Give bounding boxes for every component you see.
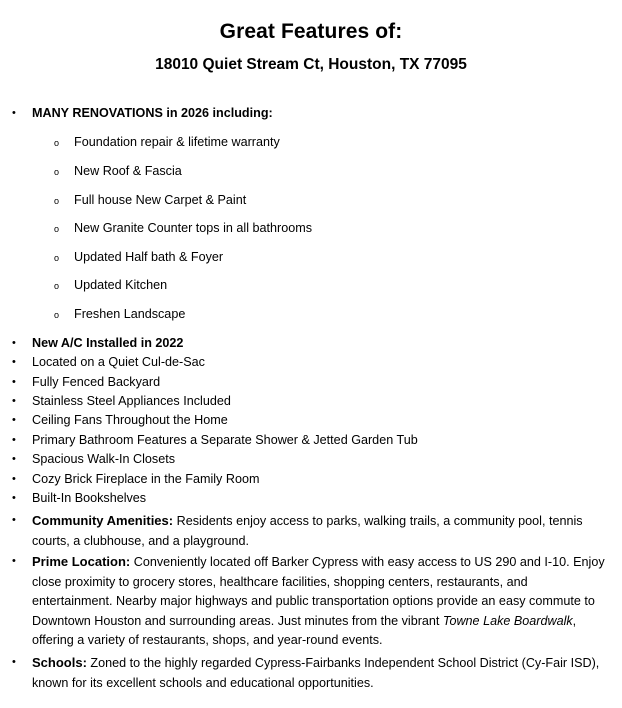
feature-text: Fully Fenced Backyard [32, 375, 161, 389]
list-item-community [12, 511, 612, 551]
renovation-item: Freshen Landscape [74, 307, 186, 321]
sub-bullet-icon: o [54, 253, 60, 263]
location-text-2: close proximity to grocery stores, healthcare facilities, shopping centers, restaurants, and [32, 574, 528, 589]
list-item-ac [12, 334, 612, 354]
list-item [12, 392, 612, 412]
bullet-icon: • [12, 356, 16, 368]
bullet-icon: • [12, 337, 16, 349]
sub-list-item [54, 133, 594, 153]
sub-list-item [54, 305, 594, 325]
list-item-schools [12, 653, 612, 693]
sub-bullet-icon: o [54, 281, 60, 291]
bullet-icon: • [12, 473, 16, 485]
list-item [12, 450, 612, 470]
sub-list-item [54, 162, 594, 182]
schools-label: Schools: [32, 655, 87, 670]
location-line-4 [32, 612, 612, 632]
renovation-item: New Roof & Fascia [74, 164, 182, 178]
list-item [12, 470, 612, 490]
bullet-icon: • [12, 555, 16, 567]
sub-list-item [54, 276, 594, 296]
community-line-1 [32, 511, 612, 532]
location-text-4: Downtown Houston and surrounding areas. Just minutes from the vibrant [32, 613, 440, 628]
feature-text: Stainless Steel Appliances Included [32, 394, 231, 408]
page-title-text: Great Features of: [219, 20, 403, 43]
renovation-item: Foundation repair & lifetime warranty [74, 135, 280, 149]
schools-line-1 [32, 653, 612, 674]
renovations-heading: MANY RENOVATIONS in 2026 including: [32, 106, 273, 120]
property-address: 18010 Quiet Stream Ct, Houston, TX 77095 [155, 56, 467, 73]
list-item-renovations [12, 104, 612, 124]
list-item [12, 489, 612, 509]
sub-bullet-icon: o [54, 224, 60, 234]
feature-text: Cozy Brick Fireplace in the Family Room [32, 472, 260, 486]
location-text-5: offering a variety of restaurants, shops, and year-round events. [32, 633, 383, 647]
location-text-3: entertainment. Nearby major highways and public transportation options provide an easy commute to [32, 594, 595, 608]
bullet-icon: • [12, 514, 16, 526]
page-title [0, 20, 622, 44]
bullet-icon: • [12, 453, 16, 465]
bullet-icon: • [12, 656, 16, 668]
sub-bullet-icon: o [54, 196, 60, 206]
sub-list-item [54, 248, 594, 268]
sub-list-item [54, 219, 594, 239]
bullet-icon: • [12, 376, 16, 388]
list-item [12, 353, 612, 373]
renovation-item: Updated Kitchen [74, 278, 168, 292]
feature-text: Spacious Walk-In Closets [32, 452, 176, 466]
location-line-1 [32, 552, 612, 573]
towne-lake-boardwalk: Towne Lake Boardwalk [442, 613, 573, 628]
bullet-icon: • [12, 395, 16, 407]
sub-list-item [54, 191, 594, 211]
sub-bullet-icon: o [54, 167, 60, 177]
sub-bullet-icon: o [54, 138, 60, 148]
list-item [12, 431, 612, 451]
feature-text: Located on a Quiet Cul-de-Sac [32, 355, 205, 369]
feature-text: Built-In Bookshelves [32, 491, 147, 505]
renovation-item: Full house New Carpet & Paint [74, 193, 247, 207]
bullet-icon: • [12, 492, 16, 504]
location-text-4-end: , [572, 613, 577, 628]
ac-feature: New A/C Installed in 2022 [32, 336, 184, 350]
bullet-icon: • [12, 414, 16, 426]
renovation-item: Updated Half bath & Foyer [74, 250, 224, 264]
schools-text-2: known for its excellent schools and educational opportunities. [32, 675, 374, 690]
community-text-2: courts, a clubhouse, and a playground. [32, 533, 250, 548]
bullet-icon: • [12, 434, 16, 446]
bullet-icon: • [12, 107, 16, 119]
community-label: Community Amenities: [32, 513, 174, 528]
renovation-item: New Granite Counter tops in all bathrooms [74, 221, 312, 235]
schools-text-1: Zoned to the highly regarded Cypress-Fairbanks Independent School District (Cy-Fair ISD), [90, 656, 600, 670]
location-label: Prime Location: [32, 554, 131, 569]
location-text-1: Conveniently located off Barker Cypress with easy access to US 290 and I-10. Enjoy [133, 555, 605, 569]
list-item-location [12, 552, 612, 651]
feature-text: Primary Bathroom Features a Separate Shower & Jetted Garden Tub [32, 433, 418, 447]
list-item [12, 373, 612, 393]
list-item [12, 411, 612, 431]
sub-bullet-icon: o [54, 310, 60, 320]
feature-text: Ceiling Fans Throughout the Home [32, 413, 228, 427]
community-text-1: Residents enjoy access to parks, walking trails, a community pool, tennis [176, 514, 583, 528]
